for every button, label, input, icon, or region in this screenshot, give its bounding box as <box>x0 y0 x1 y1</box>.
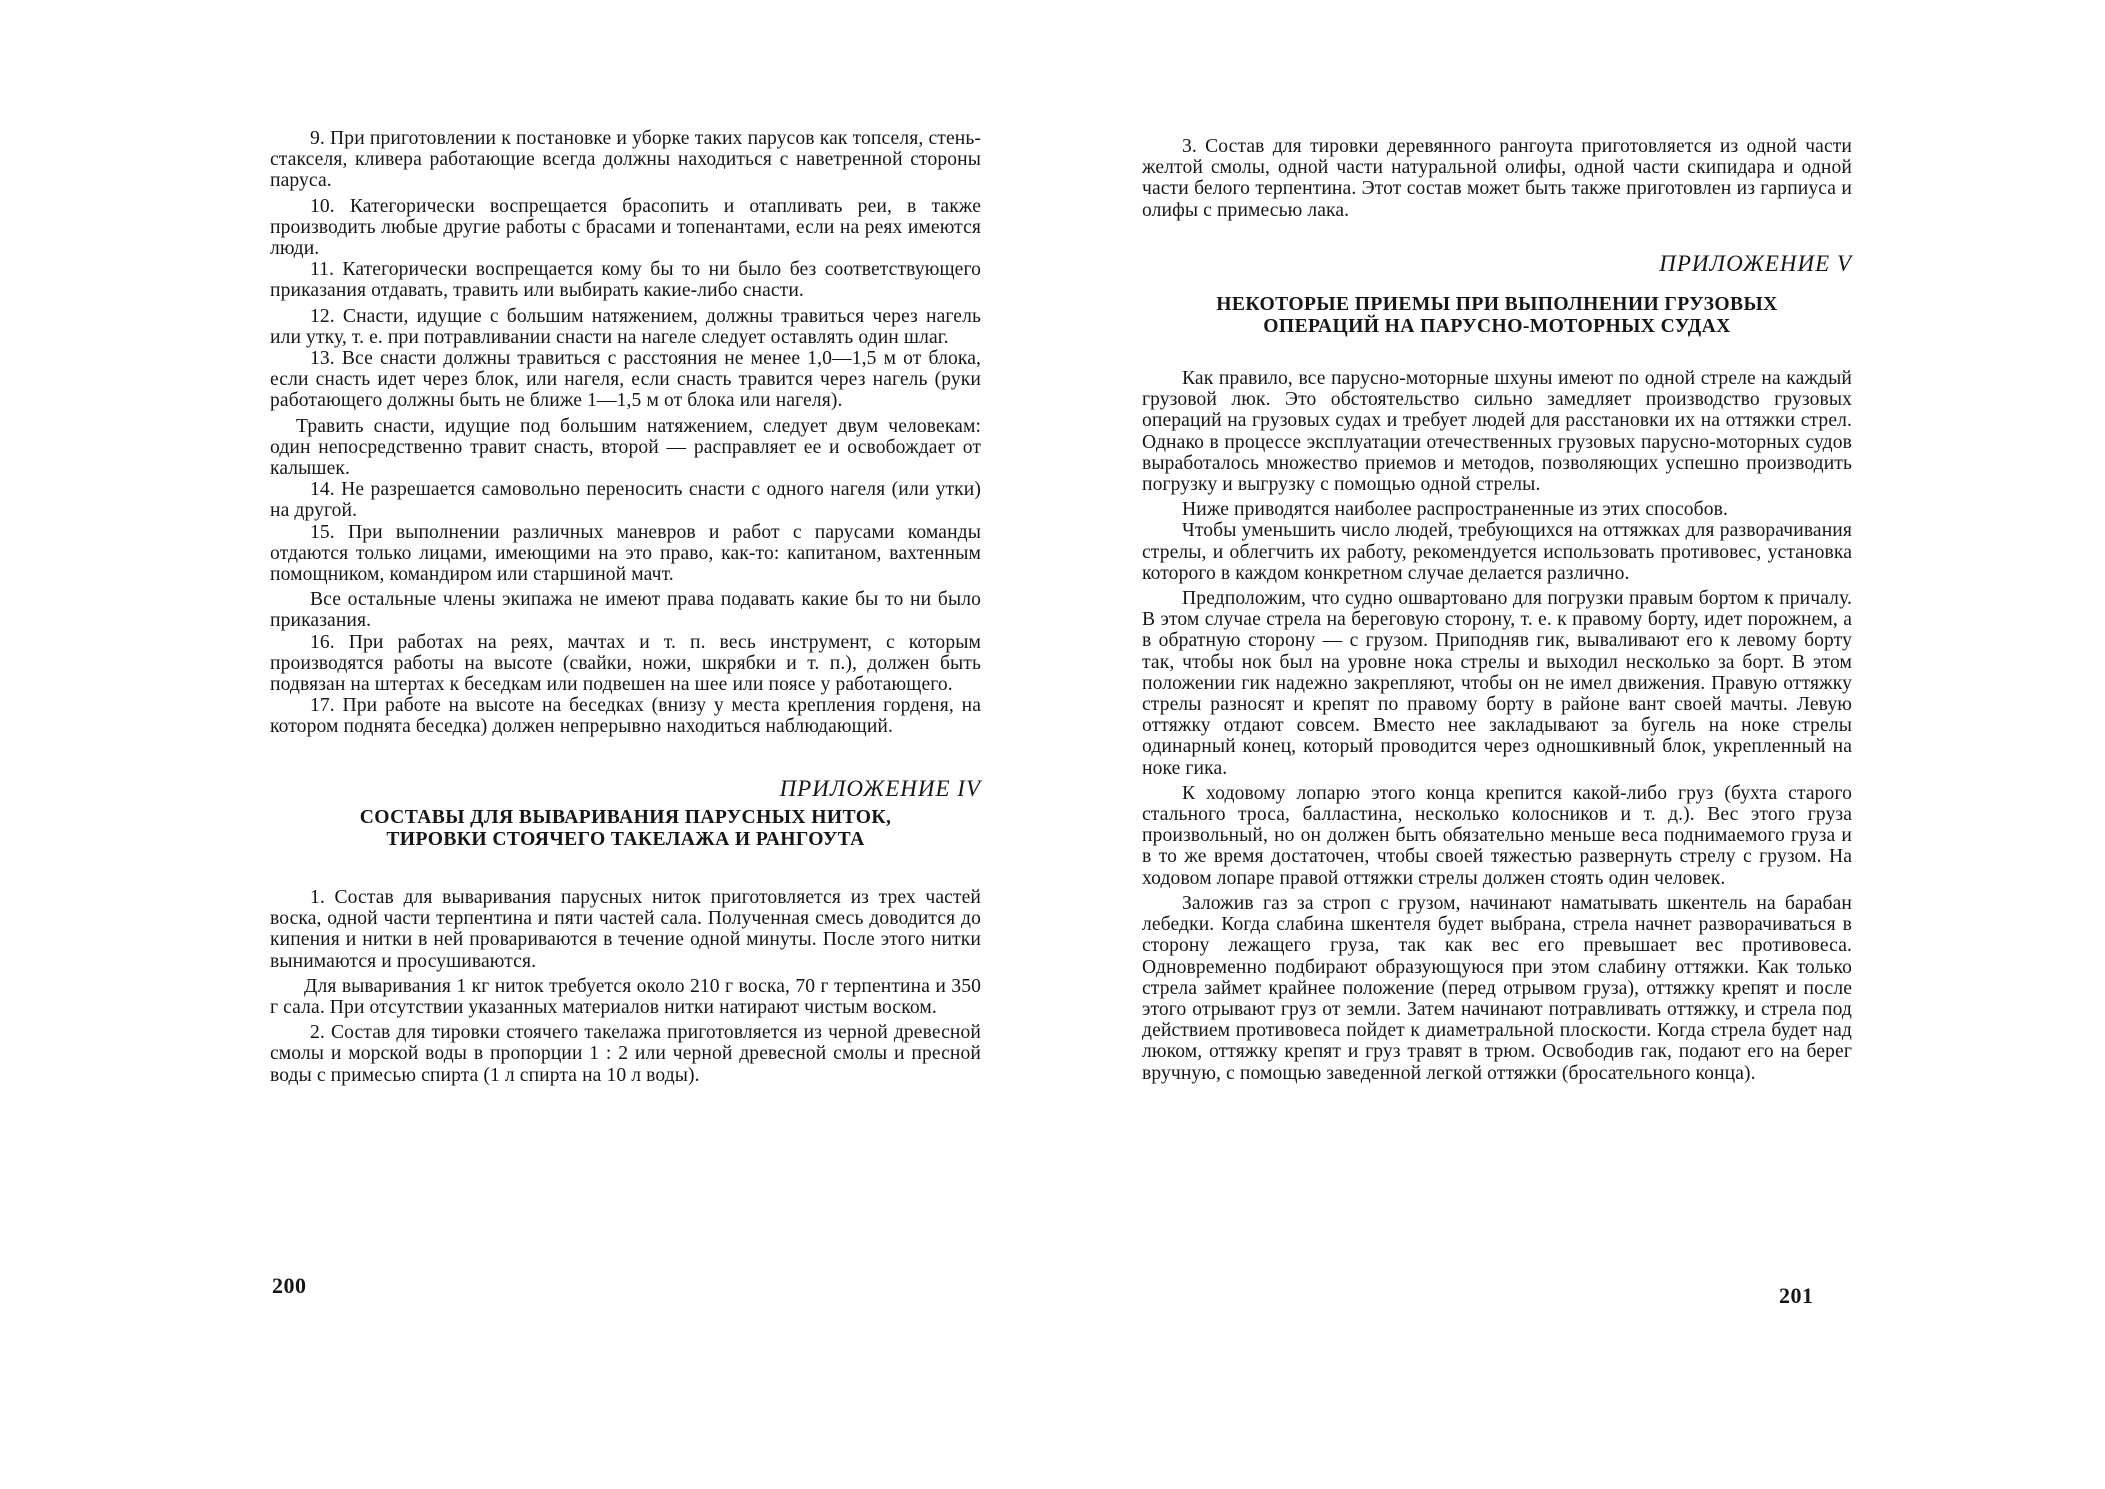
cargo-paragraph-4: Предположим, что судно ошвартовано для погрузки правым бортом к причалу. В этом случае стрела на береговую сторону, т. е. к правому борту, идет порожнем, а в обратную сторону — с грузом. Приподняв гик, вываливают его к левому борту так, чтобы нок был на уровне нока стрелы и выходил несколько за борт. В этом положении гик надежно закрепляют, чтобы он не имел движения. Правую оттяжку стрелы разносят и крепят по правому борту в районе вант своей мачты. Левую оттяжку отдают совсем. Вместо нее закладывают за бугель на ноке стрелы одинарный конец, который проводится через одношкивный блок, укрепленный на ноке гика. <box>1142 588 1852 779</box>
section-title-v-line2: ОПЕРАЦИЙ НА ПАРУСНО-МОТОРНЫХ СУДАХ <box>1263 316 1731 338</box>
composition-paragraph-1: 1. Состав для вываривания парусных ниток приготовляется из трех частей воска, одной части терпентина и пяти частей сала. Полученная смесь доводится до кипения и нитки в ней провариваются в течение одной минуты. После этого нитки вынимаются и просушиваются. <box>270 886 981 972</box>
composition-paragraph-1-continuation: Для вываривания 1 кг ниток требуется около 210 г воска, 70 г терпентина и 350 г сала. При отсутствии указанных материалов нитки натирают чистым воском. <box>270 975 981 1018</box>
composition-paragraph-2: 2. Состав для тировки стоячего такелажа приготовляется из черной древесной смолы и морской воды в пропорции 1 : 2 или черной древесной смолы и пресной воды с примесью спирта (1 л спирта на 10 л воды). <box>270 1022 981 1086</box>
page-number-left: 200 <box>272 1273 307 1298</box>
section-title-v-line1: НЕКОТОРЫЕ ПРИЕМЫ ПРИ ВЫПОЛНЕНИИ ГРУЗОВЫХ <box>1216 294 1778 316</box>
paragraph-15-continuation: Все остальные члены экипажа не имеют права подавать какие бы то ни было приказания. <box>270 589 981 632</box>
section-title-iv <box>270 807 981 851</box>
composition-paragraph-3: 3. Состав для тировки деревянного рангоута приготовляется из одной части желтой смолы, одной части натуральной олифы, одной части скипидара и одной части белого терпентина. Этот состав может быть также приготовлен из гарпиуса и олифы с примесью лака. <box>1142 136 1852 221</box>
paragraph-9: 9. При приготовлении к постановке и уборке таких парусов как топселя, стень-стакселя, кливера работающие всегда должны находиться с наветренной стороны паруса. <box>270 128 981 192</box>
left-page <box>0 0 1052 1489</box>
paragraph-14: 14. Не разрешается самовольно переносить снасти с одного нагеля (или утки) на другой. <box>270 479 981 522</box>
cargo-paragraph-5: К ходовому лопарю этого конца крепится какой-либо груз (бухта старого стального троса, балластина, несколько колосников и т. д.). Вес этого груза произвольный, но он должен быть обязательно меньше веса поднимаемого груза и в то же время достаточен, чтобы своей тяжестью развернуть стрелу с грузом. На ходовом лопаре правой оттяжки стрелы должен стоять один человек. <box>1142 782 1852 889</box>
cargo-paragraph-6: Заложив газ за строп с грузом, начинают наматывать шкентель на барабан лебедки. Когда слабина шкентеля будет выбрана, стрела начнет разворачиваться в сторону лежащего груза, так как вес его превышает вес противовеса. Одновременно подбирают образующуюся при этом слабину оттяжки. Как только стрела займет крайнее положение (перед отрывом груза), оттяжку крепят и после этого отрывают груз от земли. Затем начинают потравливать оттяжку, и стрела под действием противовеса пойдет к диаметральной плоскости. Когда стрела будет над люком, оттяжку крепят и груз травят в трюм. Освободив гак, подают его на берег вручную, с помощью заведенной легкой оттяжки (бросательного конца). <box>1142 892 1852 1084</box>
paragraph-15: 15. При выполнении различных маневров и работ с парусами команды отдаются только лицами, имеющими на это право, как-то: капитаном, вахтенным помощником, командиром или старшиной мачт. <box>270 521 981 586</box>
section-title-iv-line1: СОСТАВЫ ДЛЯ ВЫВАРИВАНИЯ ПАРУСНЫХ НИТОК, <box>359 806 892 828</box>
paragraph-13: 13. Все снасти должны травиться с расстояния не менее 1,0—1,5 м от блока, если снасть идет через блок, или нагеля, если снасть травится через нагель (руки работающего должны быть не ближе 1—1,5 м от блока или нагеля). <box>270 348 981 412</box>
paragraph-13-continuation: Травить снасти, идущие под большим натяжением, следует двум человекам: один непосредственно травит снасть, второй — расправляет ее и освобождает от калышек. <box>270 415 981 480</box>
left-page-column <box>270 128 981 1086</box>
appendix-label-iv: ПРИЛОЖЕНИЕ IV <box>779 775 981 801</box>
section-title-iv-line2: ТИРОВКИ СТОЯЧЕГО ТАКЕЛАЖА И РАНГОУТА <box>386 828 865 850</box>
paragraph-16: 16. При работах на реях, мачтах и т. п. весь инструмент, с которым производятся работы на высоте (свайки, ножи, шкрябки и т. п.), должен быть подвязан на штертах к беседкам или подвешен на шее или поясе у работающего. <box>270 631 981 696</box>
cargo-paragraph-1: Как правило, все парусно-моторные шхуны имеют по одной стреле на каждый грузовой люк. Это обстоятельство сильно замедляет производство грузовых операций на грузовых судах и требует людей для расстановки их на оттяжки стрел. Однако в процессе эксплуатации отечественных грузовых парусно-моторных судов выработалось множество приемов и методов, позволяющих успешно производить погрузку и выгрузку с помощью одной стрелы. <box>1142 368 1852 496</box>
section-title-v <box>1142 294 1852 338</box>
right-page <box>1052 0 2105 1489</box>
paragraph-11: 11. Категорически воспрещается кому бы то ни было без соответствующего приказания отдавать, травить или выбирать какие-либо снасти. <box>270 259 981 302</box>
paragraph-12: 12. Снасти, идущие с большим натяжением, должны травиться через нагель или утку, т. е. при потравливании снасти на нагеле следует оставлять один шлаг. <box>270 305 981 348</box>
right-page-column <box>1142 136 1852 1084</box>
paragraph-10: 10. Категорически воспрещается брасопить и отапливать реи, в также производить любые другие работы с брасами и топенантами, если на реях имеются люди. <box>270 195 981 260</box>
page-number-right: 201 <box>1779 1283 1814 1308</box>
paragraph-17: 17. При работе на высоте на беседках (внизу у места крепления горденя, на котором поднята беседка) должен непрерывно находиться наблюдающий. <box>270 695 981 738</box>
cargo-paragraph-3: Чтобы уменьшить число людей, требующихся на оттяжках для разворачивания стрелы, и облегчить их работу, рекомендуется использовать противовес, установка которого в каждом конкретном случае делается различно. <box>1142 520 1852 584</box>
appendix-label-v: ПРИЛОЖЕНИЕ V <box>1659 250 1852 276</box>
cargo-paragraph-2: Ниже приводятся наиболее распространенные из этих способов. <box>1182 499 1728 521</box>
